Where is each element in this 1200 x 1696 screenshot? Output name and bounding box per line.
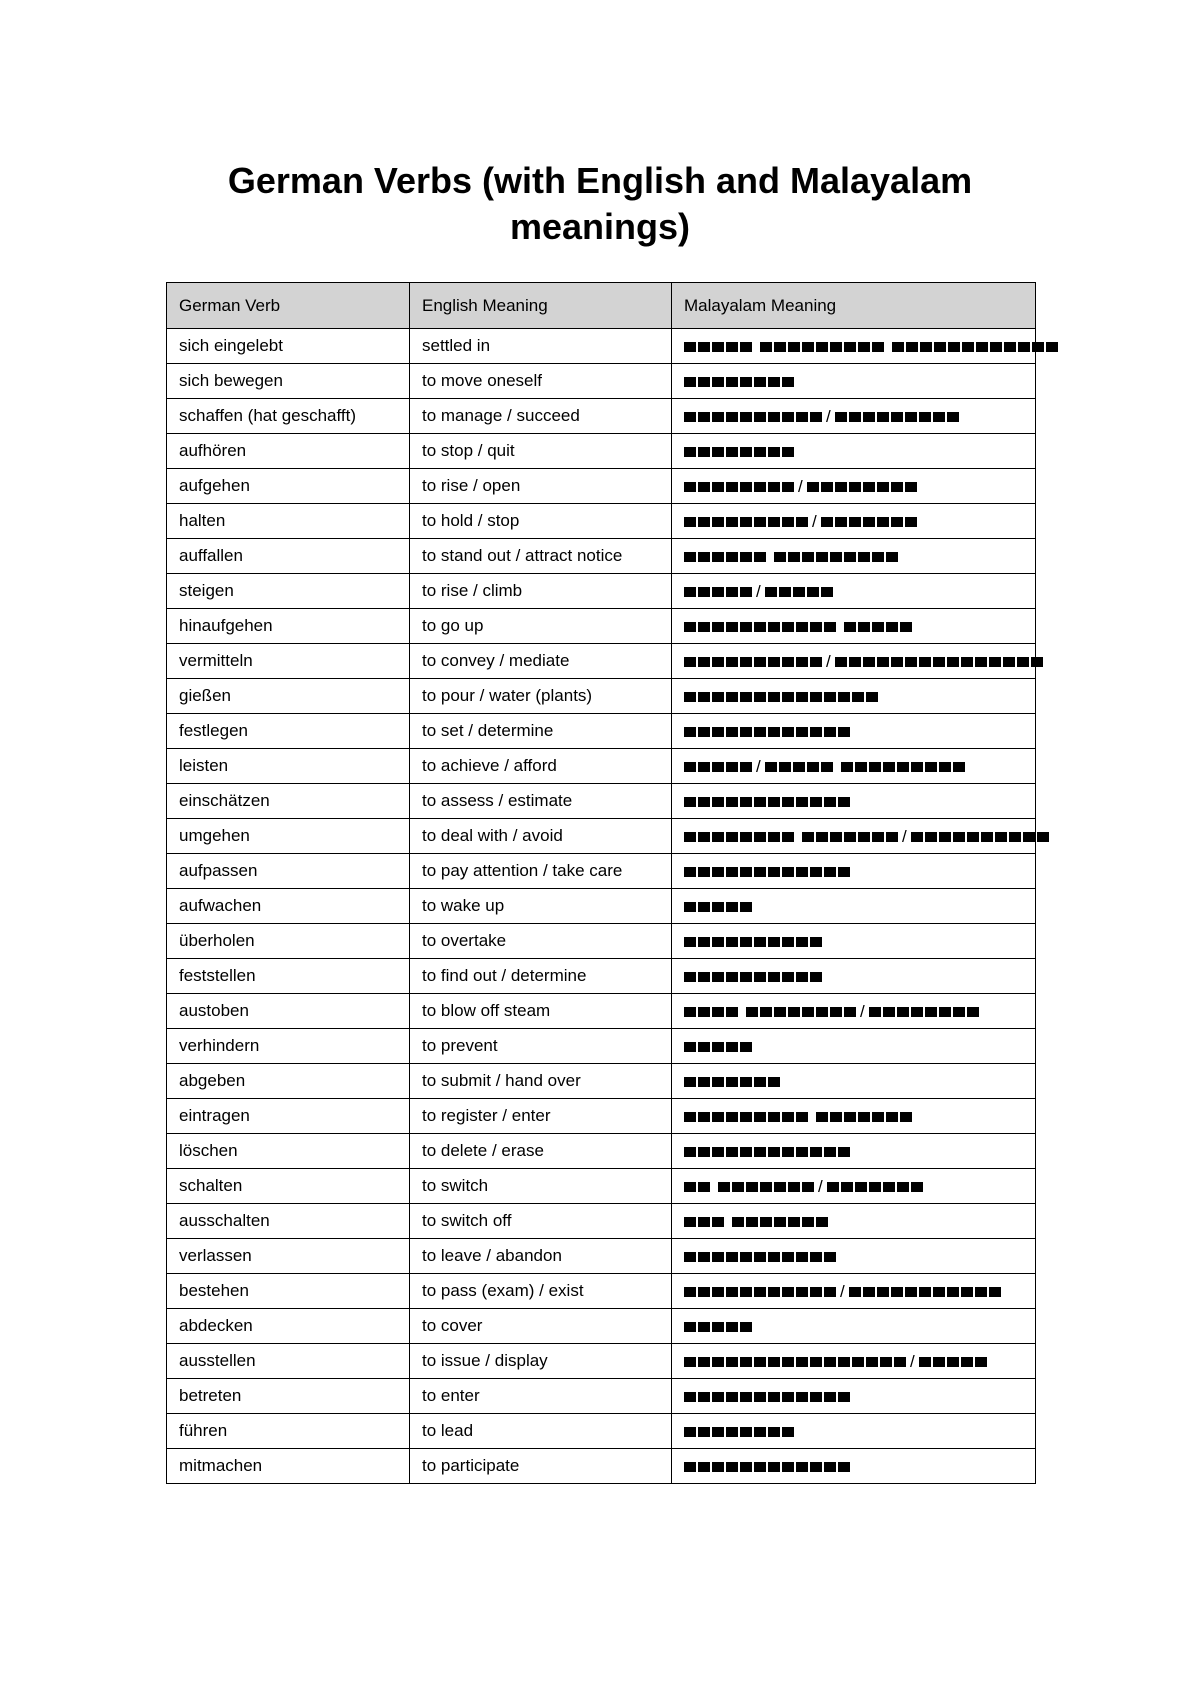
unrendered-glyphs bbox=[684, 446, 794, 457]
unrendered-glyphs bbox=[684, 1001, 979, 1021]
malayalam-meaning-cell bbox=[672, 924, 1036, 959]
german-verb-cell: aufgehen bbox=[167, 469, 410, 504]
unrendered-glyphs bbox=[684, 1281, 1001, 1301]
german-verb-cell: abgeben bbox=[167, 1064, 410, 1099]
malayalam-meaning-cell bbox=[672, 399, 1036, 434]
unrendered-glyphs bbox=[684, 1216, 828, 1227]
table-row bbox=[167, 1029, 1036, 1064]
table-row bbox=[167, 1134, 1036, 1169]
unrendered-glyphs bbox=[684, 1461, 850, 1472]
glyph-word bbox=[869, 1007, 979, 1017]
german-verb-cell: löschen bbox=[167, 1134, 410, 1169]
malayalam-meaning-cell bbox=[672, 679, 1036, 714]
glyph-word bbox=[684, 832, 794, 842]
malayalam-meaning-cell bbox=[672, 784, 1036, 819]
unrendered-glyphs bbox=[684, 936, 822, 947]
glyph-word bbox=[684, 1322, 752, 1332]
glyph-word bbox=[684, 867, 850, 877]
unrendered-glyphs bbox=[684, 1111, 912, 1122]
english-meaning-cell: to submit / hand over bbox=[410, 1064, 672, 1099]
german-verb-cell: eintragen bbox=[167, 1099, 410, 1134]
glyph-word bbox=[684, 1077, 780, 1087]
glyph-word bbox=[684, 972, 822, 982]
glyph-word bbox=[684, 552, 766, 562]
english-meaning-cell: to issue / display bbox=[410, 1344, 672, 1379]
english-meaning-cell: to enter bbox=[410, 1379, 672, 1414]
slash-separator: / bbox=[756, 581, 761, 601]
malayalam-meaning-cell bbox=[672, 854, 1036, 889]
english-meaning-cell: to stand out / attract notice bbox=[410, 539, 672, 574]
table-row bbox=[167, 329, 1036, 364]
glyph-word bbox=[684, 657, 822, 667]
german-verb-cell: bestehen bbox=[167, 1274, 410, 1309]
glyph-word bbox=[684, 937, 822, 947]
glyph-word bbox=[684, 587, 752, 597]
glyph-word bbox=[684, 1357, 906, 1367]
slash-separator: / bbox=[840, 1281, 845, 1301]
german-verb-cell: steigen bbox=[167, 574, 410, 609]
table-row bbox=[167, 609, 1036, 644]
title-line-1: German Verbs (with English and Malayalam bbox=[227, 160, 973, 201]
glyph-word bbox=[807, 482, 917, 492]
unrendered-glyphs bbox=[684, 1321, 752, 1332]
glyph-word bbox=[802, 832, 898, 842]
german-verb-cell: umgehen bbox=[167, 819, 410, 854]
glyph-word bbox=[911, 832, 1049, 842]
english-meaning-cell: to pay attention / take care bbox=[410, 854, 672, 889]
unrendered-glyphs bbox=[684, 1041, 752, 1052]
unrendered-glyphs bbox=[684, 1251, 836, 1262]
malayalam-meaning-cell bbox=[672, 1344, 1036, 1379]
unrendered-glyphs bbox=[684, 1176, 923, 1196]
malayalam-meaning-cell bbox=[672, 469, 1036, 504]
header-english-meaning: English Meaning bbox=[410, 283, 672, 329]
german-verb-cell: mitmachen bbox=[167, 1449, 410, 1484]
german-verb-cell: abdecken bbox=[167, 1309, 410, 1344]
glyph-word bbox=[684, 1042, 752, 1052]
malayalam-meaning-cell bbox=[672, 1274, 1036, 1309]
table-row bbox=[167, 819, 1036, 854]
glyph-word bbox=[821, 517, 917, 527]
malayalam-meaning-cell bbox=[672, 1099, 1036, 1134]
glyph-word bbox=[919, 1357, 987, 1367]
malayalam-meaning-cell bbox=[672, 714, 1036, 749]
glyph-word bbox=[684, 1182, 710, 1192]
table-row bbox=[167, 574, 1036, 609]
slash-separator: / bbox=[902, 826, 907, 846]
unrendered-glyphs bbox=[684, 796, 850, 807]
glyph-word bbox=[684, 412, 822, 422]
table-row bbox=[167, 1169, 1036, 1204]
unrendered-glyphs bbox=[684, 691, 878, 702]
unrendered-glyphs bbox=[684, 376, 794, 387]
german-verb-cell: einschätzen bbox=[167, 784, 410, 819]
malayalam-meaning-cell bbox=[672, 504, 1036, 539]
table-row bbox=[167, 994, 1036, 1029]
english-meaning-cell: to assess / estimate bbox=[410, 784, 672, 819]
unrendered-glyphs bbox=[684, 551, 898, 562]
table-row bbox=[167, 364, 1036, 399]
glyph-word bbox=[684, 342, 752, 352]
unrendered-glyphs bbox=[684, 1146, 850, 1157]
unrendered-glyphs bbox=[684, 971, 822, 982]
english-meaning-cell: to register / enter bbox=[410, 1099, 672, 1134]
malayalam-meaning-cell bbox=[672, 1379, 1036, 1414]
english-meaning-cell: to convey / mediate bbox=[410, 644, 672, 679]
glyph-word bbox=[684, 1392, 850, 1402]
table-row bbox=[167, 1309, 1036, 1344]
header-german-verb: German Verb bbox=[167, 283, 410, 329]
malayalam-meaning-cell bbox=[672, 1449, 1036, 1484]
german-verb-cell: verhindern bbox=[167, 1029, 410, 1064]
title-line-2: meanings) bbox=[509, 206, 691, 247]
malayalam-meaning-cell bbox=[672, 1204, 1036, 1239]
glyph-word bbox=[835, 412, 959, 422]
slash-separator: / bbox=[860, 1001, 865, 1021]
english-meaning-cell: to participate bbox=[410, 1449, 672, 1484]
glyph-word bbox=[827, 1182, 923, 1192]
german-verb-cell: sich eingelebt bbox=[167, 329, 410, 364]
english-meaning-cell: to blow off steam bbox=[410, 994, 672, 1029]
english-meaning-cell: to prevent bbox=[410, 1029, 672, 1064]
unrendered-glyphs bbox=[684, 476, 917, 496]
slash-separator: / bbox=[910, 1351, 915, 1371]
page-title bbox=[0, 158, 1200, 250]
glyph-word bbox=[684, 902, 752, 912]
table-row bbox=[167, 539, 1036, 574]
malayalam-meaning-cell bbox=[672, 364, 1036, 399]
unrendered-glyphs bbox=[684, 1391, 850, 1402]
german-verb-cell: aufpassen bbox=[167, 854, 410, 889]
english-meaning-cell: to cover bbox=[410, 1309, 672, 1344]
german-verb-cell: aufwachen bbox=[167, 889, 410, 924]
german-verb-cell: ausstellen bbox=[167, 1344, 410, 1379]
german-verb-cell: überholen bbox=[167, 924, 410, 959]
english-meaning-cell: to switch bbox=[410, 1169, 672, 1204]
english-meaning-cell: to manage / succeed bbox=[410, 399, 672, 434]
table-row bbox=[167, 714, 1036, 749]
unrendered-glyphs bbox=[684, 1426, 794, 1437]
german-verb-cell: halten bbox=[167, 504, 410, 539]
unrendered-glyphs bbox=[684, 866, 850, 877]
english-meaning-cell: to find out / determine bbox=[410, 959, 672, 994]
english-meaning-cell: to wake up bbox=[410, 889, 672, 924]
slash-separator: / bbox=[812, 511, 817, 531]
table-row bbox=[167, 469, 1036, 504]
table-row bbox=[167, 399, 1036, 434]
glyph-word bbox=[684, 692, 878, 702]
table-header-row bbox=[167, 283, 1036, 329]
malayalam-meaning-cell bbox=[672, 1029, 1036, 1064]
glyph-word bbox=[684, 1112, 808, 1122]
table-row bbox=[167, 644, 1036, 679]
glyph-word bbox=[774, 552, 898, 562]
table-row bbox=[167, 434, 1036, 469]
unrendered-glyphs bbox=[684, 581, 833, 601]
table-row bbox=[167, 749, 1036, 784]
english-meaning-cell: to overtake bbox=[410, 924, 672, 959]
malayalam-meaning-cell bbox=[672, 434, 1036, 469]
unrendered-glyphs bbox=[684, 826, 1049, 846]
table-row bbox=[167, 959, 1036, 994]
german-verb-cell: vermitteln bbox=[167, 644, 410, 679]
glyph-word bbox=[718, 1182, 814, 1192]
english-meaning-cell: to delete / erase bbox=[410, 1134, 672, 1169]
table-row bbox=[167, 854, 1036, 889]
malayalam-meaning-cell bbox=[672, 574, 1036, 609]
malayalam-meaning-cell bbox=[672, 1064, 1036, 1099]
german-verb-cell: festlegen bbox=[167, 714, 410, 749]
table-row bbox=[167, 1064, 1036, 1099]
malayalam-meaning-cell bbox=[672, 1309, 1036, 1344]
slash-separator: / bbox=[826, 406, 831, 426]
glyph-word bbox=[841, 762, 965, 772]
table-row bbox=[167, 889, 1036, 924]
unrendered-glyphs bbox=[684, 621, 912, 632]
unrendered-glyphs bbox=[684, 1076, 780, 1087]
table-row bbox=[167, 1274, 1036, 1309]
english-meaning-cell: to set / determine bbox=[410, 714, 672, 749]
table-row bbox=[167, 1099, 1036, 1134]
glyph-word bbox=[732, 1217, 828, 1227]
slash-separator: / bbox=[798, 476, 803, 496]
glyph-word bbox=[684, 517, 808, 527]
table-row bbox=[167, 924, 1036, 959]
table-row bbox=[167, 1379, 1036, 1414]
glyph-word bbox=[684, 377, 794, 387]
german-verb-cell: verlassen bbox=[167, 1239, 410, 1274]
malayalam-meaning-cell bbox=[672, 959, 1036, 994]
german-verb-cell: betreten bbox=[167, 1379, 410, 1414]
glyph-word bbox=[765, 587, 833, 597]
header-malayalam-meaning: Malayalam Meaning bbox=[672, 283, 1036, 329]
table-row bbox=[167, 679, 1036, 714]
english-meaning-cell: to move oneself bbox=[410, 364, 672, 399]
table-row bbox=[167, 1239, 1036, 1274]
malayalam-meaning-cell bbox=[672, 1414, 1036, 1449]
english-meaning-cell: to go up bbox=[410, 609, 672, 644]
glyph-word bbox=[684, 1147, 850, 1157]
malayalam-meaning-cell bbox=[672, 1134, 1036, 1169]
glyph-word bbox=[684, 1287, 836, 1297]
malayalam-meaning-cell bbox=[672, 1169, 1036, 1204]
malayalam-meaning-cell bbox=[672, 539, 1036, 574]
malayalam-meaning-cell bbox=[672, 819, 1036, 854]
malayalam-meaning-cell bbox=[672, 889, 1036, 924]
unrendered-glyphs bbox=[684, 726, 850, 737]
unrendered-glyphs bbox=[684, 651, 1043, 671]
english-meaning-cell: to leave / abandon bbox=[410, 1239, 672, 1274]
glyph-word bbox=[684, 1252, 836, 1262]
unrendered-glyphs bbox=[684, 756, 965, 776]
glyph-word bbox=[684, 1427, 794, 1437]
table-row bbox=[167, 1449, 1036, 1484]
german-verb-cell: ausschalten bbox=[167, 1204, 410, 1239]
english-meaning-cell: to rise / climb bbox=[410, 574, 672, 609]
german-verb-cell: schaffen (hat geschafft) bbox=[167, 399, 410, 434]
glyph-word bbox=[684, 1462, 850, 1472]
slash-separator: / bbox=[818, 1176, 823, 1196]
glyph-word bbox=[684, 762, 752, 772]
english-meaning-cell: to rise / open bbox=[410, 469, 672, 504]
slash-separator: / bbox=[826, 651, 831, 671]
english-meaning-cell: to switch off bbox=[410, 1204, 672, 1239]
german-verb-cell: sich bewegen bbox=[167, 364, 410, 399]
unrendered-glyphs bbox=[684, 901, 752, 912]
malayalam-meaning-cell bbox=[672, 1239, 1036, 1274]
malayalam-meaning-cell bbox=[672, 994, 1036, 1029]
malayalam-meaning-cell bbox=[672, 749, 1036, 784]
glyph-word bbox=[746, 1007, 856, 1017]
german-verb-cell: auffallen bbox=[167, 539, 410, 574]
german-verb-cell: gießen bbox=[167, 679, 410, 714]
glyph-word bbox=[844, 622, 912, 632]
glyph-word bbox=[816, 1112, 912, 1122]
unrendered-glyphs bbox=[684, 511, 917, 531]
table-body bbox=[167, 329, 1036, 1484]
glyph-word bbox=[684, 797, 850, 807]
table-row bbox=[167, 1414, 1036, 1449]
table-row bbox=[167, 504, 1036, 539]
english-meaning-cell: to lead bbox=[410, 1414, 672, 1449]
unrendered-glyphs bbox=[684, 406, 959, 426]
german-verb-cell: führen bbox=[167, 1414, 410, 1449]
table-row bbox=[167, 784, 1036, 819]
english-meaning-cell: to stop / quit bbox=[410, 434, 672, 469]
glyph-word bbox=[760, 342, 884, 352]
german-verb-cell: leisten bbox=[167, 749, 410, 784]
english-meaning-cell: to pass (exam) / exist bbox=[410, 1274, 672, 1309]
unrendered-glyphs bbox=[684, 1351, 987, 1371]
malayalam-meaning-cell bbox=[672, 644, 1036, 679]
glyph-word bbox=[684, 1007, 738, 1017]
verb-table bbox=[166, 282, 1036, 1484]
malayalam-meaning-cell bbox=[672, 329, 1036, 364]
slash-separator: / bbox=[756, 756, 761, 776]
english-meaning-cell: to pour / water (plants) bbox=[410, 679, 672, 714]
german-verb-cell: aufhören bbox=[167, 434, 410, 469]
malayalam-meaning-cell bbox=[672, 609, 1036, 644]
german-verb-cell: hinaufgehen bbox=[167, 609, 410, 644]
english-meaning-cell: to achieve / afford bbox=[410, 749, 672, 784]
glyph-word bbox=[684, 482, 794, 492]
glyph-word bbox=[835, 657, 1043, 667]
english-meaning-cell: to deal with / avoid bbox=[410, 819, 672, 854]
unrendered-glyphs bbox=[684, 341, 1058, 352]
german-verb-cell: feststellen bbox=[167, 959, 410, 994]
glyph-word bbox=[849, 1287, 1001, 1297]
glyph-word bbox=[765, 762, 833, 772]
glyph-word bbox=[684, 447, 794, 457]
german-verb-cell: schalten bbox=[167, 1169, 410, 1204]
english-meaning-cell: to hold / stop bbox=[410, 504, 672, 539]
glyph-word bbox=[684, 622, 836, 632]
german-verb-cell: austoben bbox=[167, 994, 410, 1029]
english-meaning-cell: settled in bbox=[410, 329, 672, 364]
glyph-word bbox=[684, 727, 850, 737]
glyph-word bbox=[892, 342, 1058, 352]
table-row bbox=[167, 1204, 1036, 1239]
glyph-word bbox=[684, 1217, 724, 1227]
table-row bbox=[167, 1344, 1036, 1379]
